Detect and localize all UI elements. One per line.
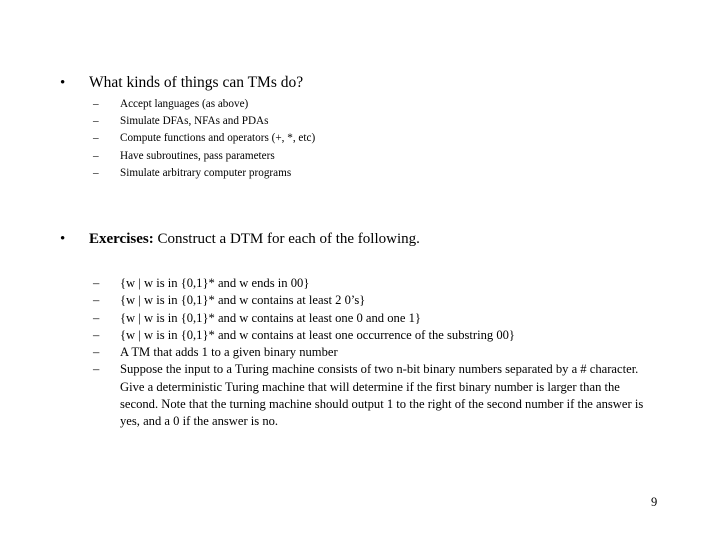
section1-list <box>93 96 315 182</box>
dash-marker: – <box>93 293 100 308</box>
list-item-text: Have subroutines, pass parameters <box>120 149 275 162</box>
list-item <box>93 292 658 309</box>
list-item <box>93 96 315 113</box>
dash-marker: – <box>93 149 99 162</box>
dash-marker: – <box>93 132 99 145</box>
section2-title-bold: Exercises: <box>89 231 154 247</box>
list-item <box>93 327 658 344</box>
bullet-section2: • <box>60 231 66 247</box>
dash-marker: – <box>93 362 100 377</box>
dash-marker: – <box>93 166 99 179</box>
list-item <box>93 361 658 430</box>
list-item <box>93 113 315 130</box>
section1-title: What kinds of things can TMs do? <box>89 74 304 91</box>
dash-marker: – <box>93 276 100 290</box>
dash-marker: – <box>93 345 100 360</box>
dash-marker: – <box>93 310 100 325</box>
page-number: 9 <box>651 495 658 509</box>
list-item-text: Accept languages (as above) <box>120 98 249 110</box>
list-item-text: {w | w is in {0,1}* and w contains at least one 0 and one 1} <box>120 310 421 325</box>
list-item-text: Compute functions and operators (+, *, etc) <box>120 132 316 145</box>
section2-list <box>93 275 658 431</box>
list-item-text: Simulate arbitrary computer programs <box>120 166 292 179</box>
list-item <box>93 344 658 361</box>
dash-marker: – <box>93 115 99 128</box>
list-item-text: {w | w is in {0,1}* and w contains at least one occurrence of the substring 00} <box>120 327 515 342</box>
list-item-text: {w | w is in {0,1}* and w ends in 00} <box>120 276 310 290</box>
bullet-section1: • <box>60 75 66 91</box>
list-item <box>93 310 658 327</box>
list-item <box>93 165 315 182</box>
section2-title-rest: Construct a DTM for each of the following. <box>153 231 420 247</box>
dash-marker: – <box>93 98 99 110</box>
list-item-text: {w | w is in {0,1}* and w contains at least 2 0’s} <box>120 293 366 308</box>
list-item-text: Suppose the input to a Turing machine consists of two n-bit binary numbers separated by a # character. Give a deterministic Turing machine that will determine if the first binary number is larger than the second. Note that the turning machine should output 1 to the right of the second number if the answer is yes, and a 0 if the answer is no. <box>120 362 644 429</box>
section2-title <box>89 231 420 248</box>
dash-marker: – <box>93 327 100 342</box>
list-item <box>93 148 315 165</box>
list-item <box>93 275 658 292</box>
list-item-text: A TM that adds 1 to a given binary number <box>120 345 338 360</box>
list-item-text: Simulate DFAs, NFAs and PDAs <box>120 115 269 128</box>
list-item <box>93 130 315 147</box>
